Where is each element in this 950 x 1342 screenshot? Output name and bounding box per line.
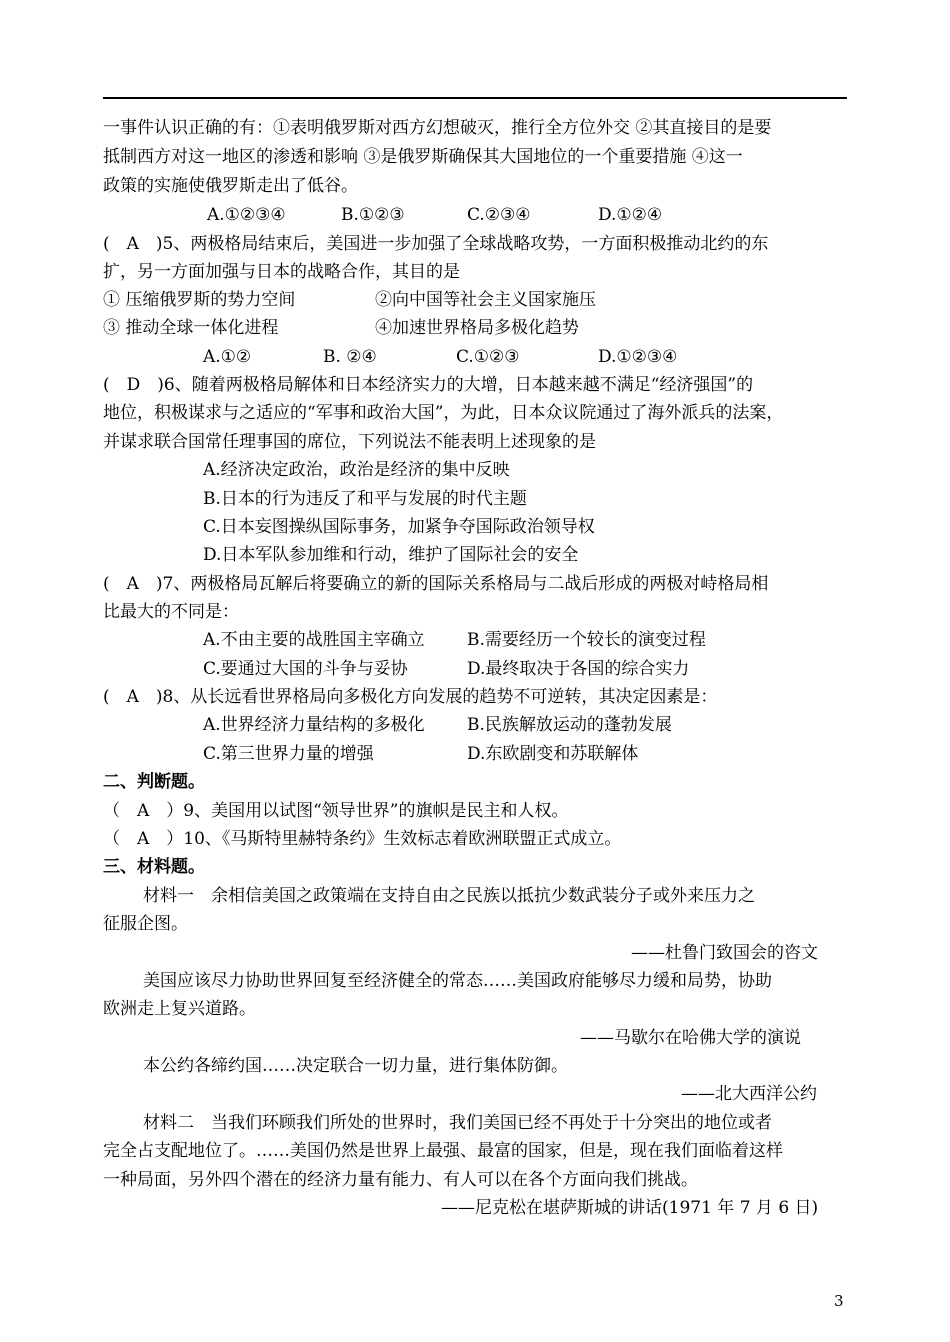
q8-option-d: D.东欧剧变和苏联解体 xyxy=(467,744,639,764)
option-c: C.①②③ xyxy=(456,347,520,367)
material-text: 征服企图。 xyxy=(103,914,188,934)
material-source: ——尼克松在堪萨斯城的讲话(1971 年 7 月 6 日) xyxy=(441,1198,819,1218)
option-d: D.①②③④ xyxy=(598,347,678,367)
q7-option-c: C.要通过大国的斗争与妥协 xyxy=(203,659,408,679)
material-text: 材料一 余相信美国之政策端在支持自由之民族以抵抗少数武装分子或外来压力之 xyxy=(143,886,755,906)
q6-option-d: D.日本军队参加维和行动，维护了国际社会的安全 xyxy=(203,545,579,565)
q8-option-a: A.世界经济力量结构的多极化 xyxy=(203,715,425,735)
section-heading: 三、材料题。 xyxy=(103,857,205,877)
q7-option-b: B.需要经历一个较长的演变过程 xyxy=(467,630,706,650)
q6-stem: ( D )6、随着两极格局解体和日本经济实力的大增，日本越来越不满足“经济强国”的 xyxy=(103,375,754,395)
option-b: B. ②④ xyxy=(323,347,377,367)
q6-stem: 并谋求联合国常任理事国的席位，下列说法不能表明上述现象的是 xyxy=(103,432,596,452)
q6-stem: 地位，积极谋求与之适应的“军事和政治大国”，为此，日本众议院通过了海外派兵的法案， xyxy=(103,403,784,423)
section-heading: 二、判断题。 xyxy=(103,772,205,792)
q8-option-b: B.民族解放运动的蓬勃发展 xyxy=(467,715,672,735)
material-text: 一种局面，另外四个潜在的经济力量有能力、有人可以在各个方面向我们挑战。 xyxy=(103,1170,698,1190)
material-source: ——杜鲁门致国会的咨文 xyxy=(631,943,818,963)
q7-option-a: A.不由主要的战胜国主宰确立 xyxy=(203,630,425,650)
text-line: 抵制西方对这一地区的渗透和影响 ③是俄罗斯确保其大国地位的一个重要措施 ④这一 xyxy=(103,147,743,167)
material-text: 美国应该尽力协助世界回复至经济健全的常态……美国政府能够尽力缓和局势，协助 xyxy=(143,971,772,991)
q8-stem: ( A )8、从长远看世界格局向多极化方向发展的趋势不可逆转，其决定因素是： xyxy=(103,687,718,707)
text-line: 政策的实施使俄罗斯走出了低谷。 xyxy=(103,176,358,196)
q7-stem: ( A )7、两极格局瓦解后将要确立的新的国际关系格局与二战后形成的两极对峙格局相 xyxy=(103,574,769,594)
material-text: 完全占支配地位了。……美国仍然是世界上最强、最富的国家，但是，现在我们面临着这样 xyxy=(103,1141,783,1161)
page-number: 3 xyxy=(834,1292,844,1310)
material-source: ——北大西洋公约 xyxy=(681,1084,817,1104)
material-text: 本公约各缔约国……决定联合一切力量，进行集体防御。 xyxy=(143,1056,568,1076)
q5-statement: ②向中国等社会主义国家施压 xyxy=(375,290,596,310)
header-rule xyxy=(103,97,847,99)
q5-statement: ③ 推动全球一体化进程 xyxy=(103,318,279,338)
option-a: A.①②③④ xyxy=(207,205,286,225)
material-text: 材料二 当我们环顾我们所处的世界时，我们美国已经不再处于十分突出的地位或者 xyxy=(143,1113,772,1133)
q6-option-a: A.经济决定政治，政治是经济的集中反映 xyxy=(203,460,510,480)
q7-stem: 比最大的不同是： xyxy=(103,602,239,622)
option-a: A.①② xyxy=(203,347,252,367)
q10: （ A ）10、《马斯特里赫特条约》生效标志着欧洲联盟正式成立。 xyxy=(103,829,622,849)
text-line: 一事件认识正确的有：①表明俄罗斯对西方幻想破灭，推行全方位外交 ②其直接目的是要 xyxy=(103,118,772,138)
q8-option-c: C.第三世界力量的增强 xyxy=(203,744,374,764)
q6-option-b: B.日本的行为违反了和平与发展的时代主题 xyxy=(203,489,527,509)
q9: （ A ）9、美国用以试图“领导世界”的旗帜是民主和人权。 xyxy=(103,801,569,821)
option-b: B.①②③ xyxy=(341,205,405,225)
q5-stem: 扩，另一方面加强与日本的战略合作，其目的是 xyxy=(103,262,460,282)
material-source: ——马歇尔在哈佛大学的演说 xyxy=(580,1028,801,1048)
option-c: C.②③④ xyxy=(467,205,531,225)
option-d: D.①②④ xyxy=(598,205,663,225)
q5-stem: ( A )5、两极格局结束后，美国进一步加强了全球战略攻势，一方面积极推动北约的东 xyxy=(103,234,769,254)
q7-option-d: D.最终取决于各国的综合实力 xyxy=(467,659,690,679)
q6-option-c: C.日本妄图操纵国际事务，加紧争夺国际政治领导权 xyxy=(203,517,595,537)
q5-statement: ④加速世界格局多极化趋势 xyxy=(375,318,579,338)
material-text: 欧洲走上复兴道路。 xyxy=(103,999,256,1019)
q5-statement: ① 压缩俄罗斯的势力空间 xyxy=(103,290,296,310)
